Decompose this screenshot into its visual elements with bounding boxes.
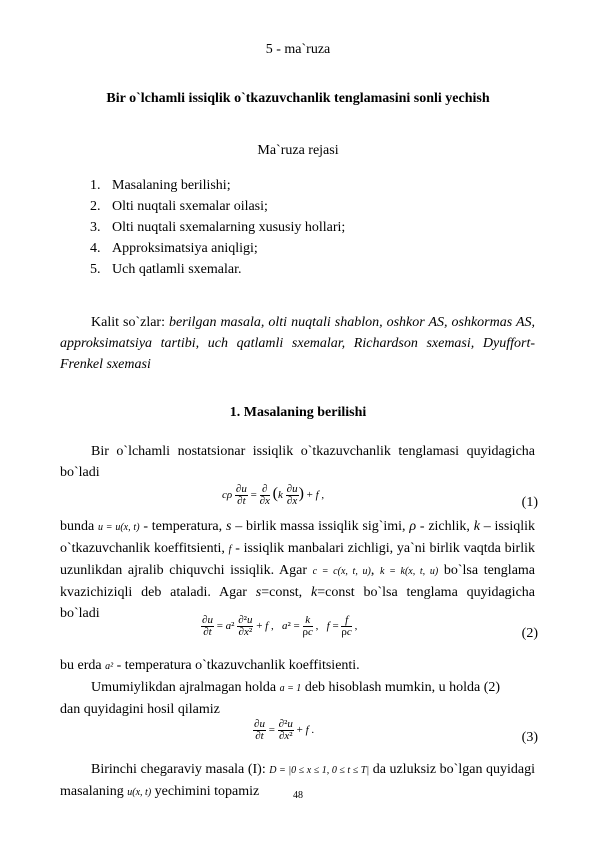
paragraph-2: bunda u = u(x, t) - temperatura, s – birlik massa issiqlik sig`imi, ρ - zichlik, k – issiqlik o`tkazuvchanlik koeffitsienti, f - issiqlik manbalari zichligi, ya`ni birlik vaqtda birlik uzunlikdan ajralib chiquvchi issiqlik. Agar c = c(x, t, u), k = k(x, t, u) bo`lsa tenglama kvazichiziqli deb ataladi. Agar s=const, k=const bo`lsa tenglama quyidagicha bo`ladi xyxy=(60,519,536,621)
lecture-number: 5 - ma`ruza xyxy=(265,42,331,57)
equation-1: cρ $\frac{\partial u}{\partial t}$ = $\frac{\partial}{\partial x}$ (k $\frac{\partial u}{\partial x}$ ) + f , xyxy=(222,483,325,507)
keywords-paragraph xyxy=(60,312,535,375)
equation-3: $\frac{\partial u}{\partial t}$ = $\frac{\text{∂²u}}{\text{∂x²}}$ + f . xyxy=(254,718,315,742)
equation-3-number: (3) xyxy=(521,730,538,745)
keywords-text: berilgan masala, olti nuqtali shablon, oshkor AS, oshkormas AS, approksimatsiya tartibi, uch qatlamli sxemalar, Richardson sxemasi, Dyuffort-Frenkel sxemasi xyxy=(60,315,535,372)
paragraph-1: Bir o`lchamli nostatsionar issiqlik o`tkazuvchanlik tenglamasi quyidagicha bo`ladi xyxy=(60,444,535,480)
equation-2: $\frac{\partial u}{\partial t}$ = a² $\frac{\text{∂²u}}{\text{∂x²}}$ + f , a² = $\frac{k}{\rho c}$ , f = $\frac{f}{\rho c}$ , xyxy=(202,614,358,638)
u-xt: u(x, t) xyxy=(127,787,152,798)
plan-title: Ma`ruza rejasi xyxy=(257,143,339,158)
plan-item-4: 4. Approksimatsiya aniqligi; xyxy=(90,241,258,256)
equation-1-number: (1) xyxy=(521,495,538,510)
plan-item-5: 5. Uch qatlamli sxemalar. xyxy=(90,262,242,277)
plan-item-3: 3. Olti nuqtali sxemalarning xususiy hollari; xyxy=(90,220,346,235)
paragraph-4: Umumiylikdan ajralmagan holda a = 1 deb hisoblash mumkin, u holda (2) dan quyidagini hosil qilamiz xyxy=(60,680,501,717)
equation-2-number: (2) xyxy=(521,626,538,641)
domain-definition: D = |0 ≤ x ≤ 1, 0 ≤ t ≤ T| xyxy=(269,765,370,776)
plan-item-2: 2. Olti nuqtali sxemalar oilasi; xyxy=(90,199,268,214)
paragraph-3: bu erda a² - temperatura o`tkazuvchanlik koeffitsienti. xyxy=(60,658,360,673)
f-symbol: f xyxy=(228,544,232,555)
paragraph-5: Birinchi chegaraviy masala (I): D = |0 ≤ x ≤ 1, 0 ≤ t ≤ T| da uzluksiz bo`lgan quyidagi masalaning u(x, t) yechimini topamiz xyxy=(60,762,535,799)
k-definition: k = k(x, t, u) xyxy=(380,566,439,577)
a-squared: a² xyxy=(105,661,114,672)
lecture-title: Bir o`lchamli issiqlik o`tkazuvchanlik tenglamasini sonli yechish xyxy=(106,91,490,106)
keywords-label: Kalit so`zlar: xyxy=(91,315,165,330)
u-definition: u = u(x, t) xyxy=(98,522,140,533)
section-title: 1. Masalaning berilishi xyxy=(229,405,367,420)
page-number: 48 xyxy=(293,790,303,801)
c-definition: c = c(x, t, u) xyxy=(312,566,371,577)
a-equals-one: a = 1 xyxy=(279,683,302,694)
plan-item-1: 1. Masalaning berilishi; xyxy=(90,178,231,193)
